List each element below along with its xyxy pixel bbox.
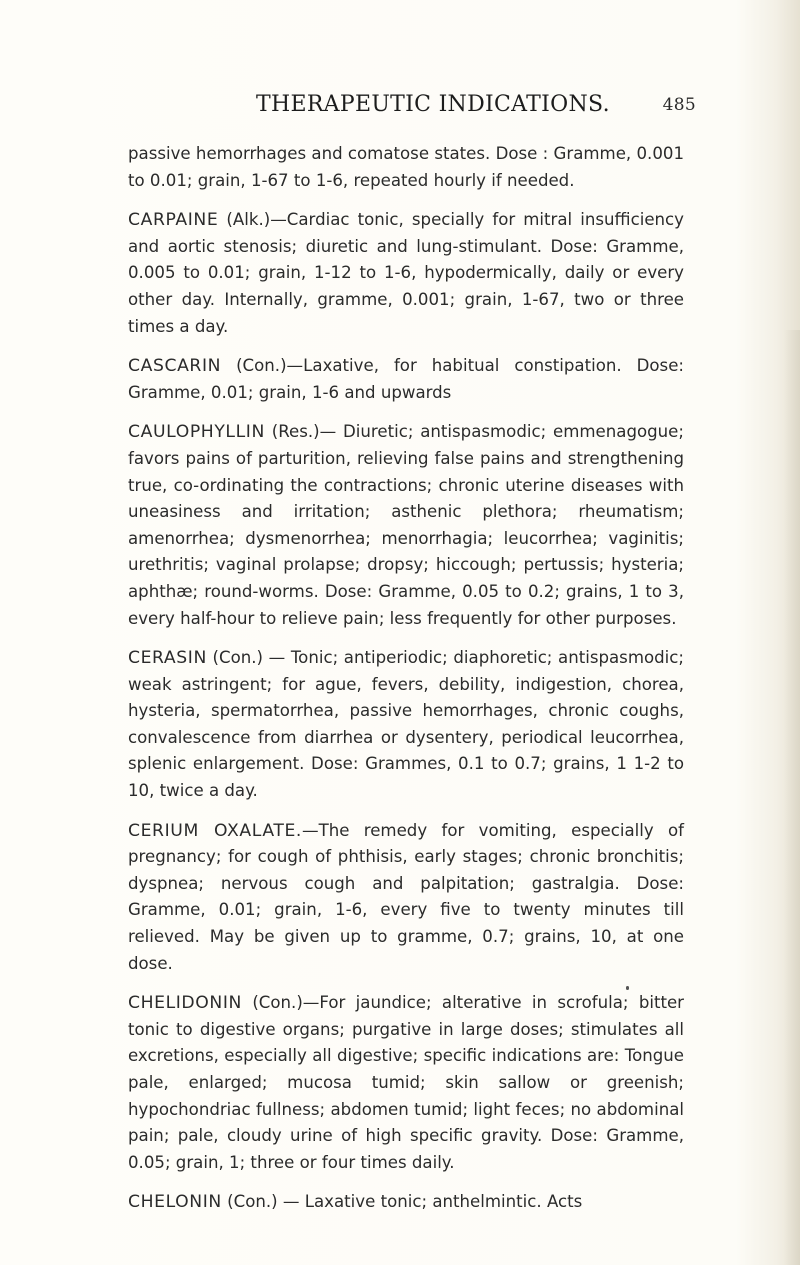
paragraph — [128, 645, 684, 805]
paragraph — [128, 818, 684, 978]
paragraph — [128, 353, 684, 406]
entry-term: CAULOPHYLLIN — [128, 422, 265, 443]
page-body — [128, 141, 684, 1229]
entry-text: (Con.) — Laxative tonic; anthelmintic. Acts — [221, 1192, 583, 1212]
entry-term: CARPAINE — [128, 210, 219, 231]
paragraph — [128, 141, 684, 194]
entry-term: CERIUM OXALATE. — [128, 820, 302, 841]
entry-term: CERASIN — [128, 648, 207, 669]
entry-text: (Res.)— Diuretic; antispasmodic; emmenagogue; favors pains of parturition, relieving false pains and strengthening true, co-ordinating the contractions; chronic uterine diseases with uneasiness and irritation; asthenic plethora; rheumatism; amenorrhea; dysmenorrhea; menorrhagia; leucorrhea; vaginitis; urethritis; vaginal prolapse; dropsy; hiccough; pertussis; hysteria; aphthæ; round-worms. Dose: Gramme, 0.05 to 0.2; grains, 1 to 3, every half-hour to relieve pain; less frequently for other purposes. — [128, 422, 684, 628]
page-edge-shadow — [784, 330, 800, 1265]
page-number: 485 — [662, 95, 696, 115]
paragraph — [128, 1189, 684, 1216]
entry-text: (Con.)—For jaundice; alterative in scrofula; bitter tonic to digestive organs; purgative in large doses; stimulates all excretions, especially all digestive; specific indications are: Tongue pale, enlarged; mucosa tumid; skin sallow or greenish; hypochondriac fullness; abdomen tumid; light feces; no abdominal pain; pale, cloudy urine of high specific gravity. Dose: Gramme, 0.05; grain, 1; three or four times daily. — [128, 993, 684, 1172]
paragraph — [128, 419, 684, 632]
ink-speck — [626, 986, 629, 990]
entry-text: passive hemorrhages and comatose states. Dose : Gramme, 0.001 to 0.01; grain, 1-67 to 1-6, repeated hourly if needed. — [128, 144, 684, 190]
paragraph — [128, 207, 684, 340]
paragraph — [128, 990, 684, 1176]
entry-term: CHELIDONIN — [128, 993, 242, 1014]
entry-term: CHELONIN — [128, 1192, 222, 1213]
entry-text: (Con.)—Laxative, for habitual constipation. Dose: Gramme, 0.01; grain, 1-6 and upwards — [128, 356, 684, 402]
entry-text: —The remedy for vomiting, especially of pregnancy; for cough of phthisis, early stages; chronic bronchitis; dyspnea; nervous cough and palpitation; gastralgia. Dose: Gramme, 0.01; grain, 1-6, every five to twenty minutes till relieved. May be given up to gramme, 0.7; grains, 10, at one dose. — [128, 820, 685, 973]
entry-term: CASCARIN — [128, 356, 222, 377]
entry-text: (Alk.)—Cardiac tonic, specially for mitral insufficiency and aortic stenosis; diuretic and lung-stimulant. Dose: Gramme, 0.005 to 0.01; grain, 1-12 to 1-6, hypodermically, daily or every other day. Internally, gramme, 0.001; grain, 1-67, two or three times a day. — [128, 210, 684, 336]
entry-text: (Con.) — Tonic; antiperiodic; diaphoretic; antispasmodic; weak astringent; for ague, fevers, debility, indigestion, chorea, hysteria, spermatorrhea, passive hemorrhages, chronic coughs, convalescence from diarrhea or dysentery, periodical leucorrhea, splenic enlargement. Dose: Grammes, 0.1 to 0.7; grains, 1 1-2 to 10, twice a day. — [128, 648, 684, 801]
header-title: THERAPEUTIC INDICATIONS. — [256, 92, 610, 117]
